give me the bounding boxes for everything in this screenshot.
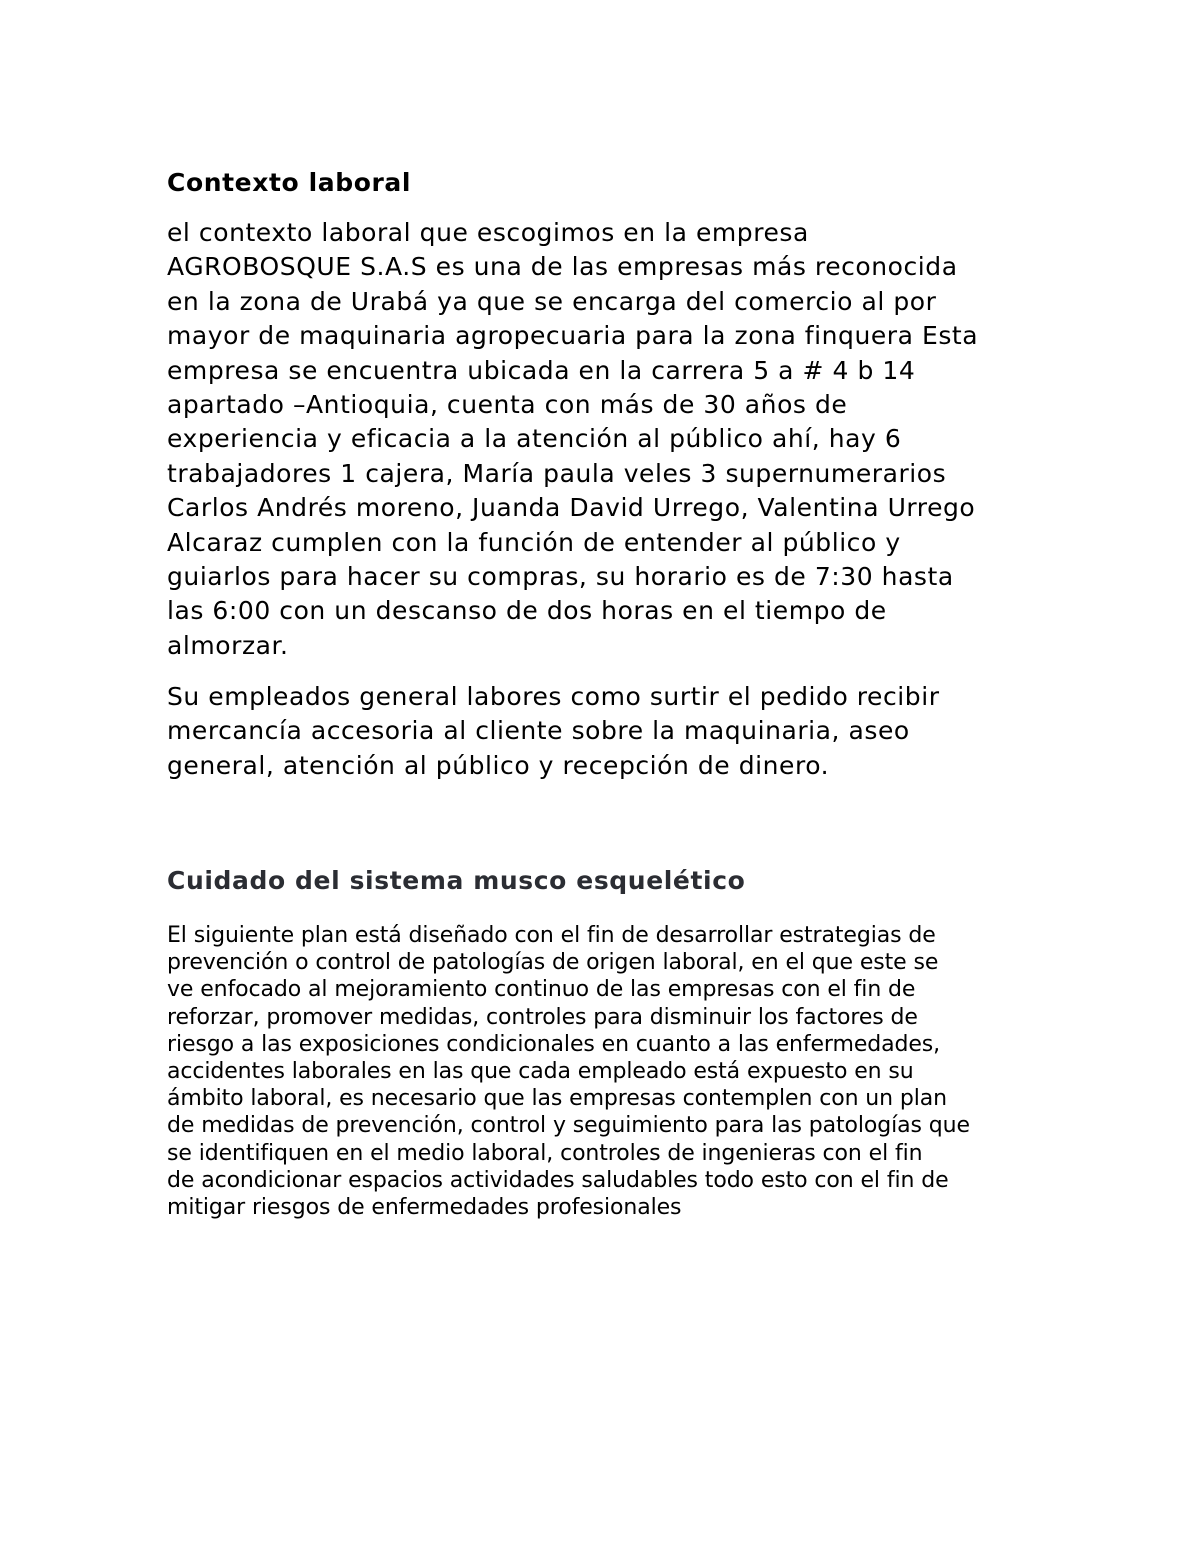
text-line: el contexto laboral que escogimos en la empresa (167, 218, 809, 247)
text-line: experiencia y eficacia a la atención al público ahí, hay 6 (167, 424, 902, 454)
text-line: guiarlos para hacer su compras, su horario es de 7:30 hasta (167, 562, 954, 592)
paragraph-empleados (167, 680, 940, 783)
paragraph-contexto (167, 216, 978, 663)
text-line: apartado –Antioquia, cuenta con más de 30 años de (167, 390, 848, 420)
text-line: El siguiente plan está diseñado con el fin de desarrollar estrategias de (167, 923, 936, 948)
text-line: ve enfocado al mejoramiento continuo de las empresas con el fin de (167, 977, 916, 1003)
text-line: mercancía accesoria al cliente sobre la maquinaria, aseo (167, 716, 910, 746)
paragraph-plan (167, 922, 970, 1221)
text-line: en la zona de Urabá ya que se encarga del comercio al por (167, 286, 937, 316)
text-line: empresa se encuentra ubicada en la carrera 5 a # 4 b 14 (167, 355, 916, 385)
text-line: Su empleados general labores como surtir el pedido recibir (167, 682, 940, 711)
text-line: reforzar, promover medidas, controles para disminuir los factores de (167, 1004, 918, 1030)
text-line: AGROBOSQUE S.A.S es una de las empresas más reconocida (167, 252, 958, 282)
heading-contexto-laboral: Contexto laboral (167, 168, 412, 197)
text-line: almorzar. (167, 630, 289, 660)
text-line: de acondicionar espacios actividades saludables todo esto con el fin de (167, 1167, 949, 1193)
heading-cuidado-sistema: Cuidado del sistema musco esquelético (167, 866, 746, 895)
text-line: de medidas de prevención, control y seguimiento para las patologías que (167, 1113, 970, 1139)
text-line: trabajadores 1 cajera, María paula veles 3 supernumerarios (167, 458, 947, 488)
text-line: se identifiquen en el medio laboral, controles de ingenieras con el fin (167, 1140, 923, 1166)
text-line: general, atención al público y recepción de dinero. (167, 750, 830, 780)
text-line: ámbito laboral, es necesario que las empresas contemplen con un plan (167, 1086, 947, 1112)
text-line: Carlos Andrés moreno, Juanda David Urrego, Valentina Urrego (167, 493, 976, 523)
text-line: mitigar riesgos de enfermedades profesionales (167, 1195, 682, 1221)
text-line: riesgo a las exposiciones condicionales en cuanto a las enfermedades, (167, 1031, 941, 1057)
text-line: prevención o control de patologías de origen laboral, en el que este se (167, 950, 939, 976)
text-line: mayor de maquinaria agropecuaria para la zona finquera Esta (167, 321, 979, 351)
text-line: las 6:00 con un descanso de dos horas en el tiempo de (167, 596, 887, 626)
text-line: Alcaraz cumplen con la función de entender al público y (167, 527, 901, 557)
text-line: accidentes laborales en las que cada empleado está expuesto en su (167, 1059, 914, 1085)
